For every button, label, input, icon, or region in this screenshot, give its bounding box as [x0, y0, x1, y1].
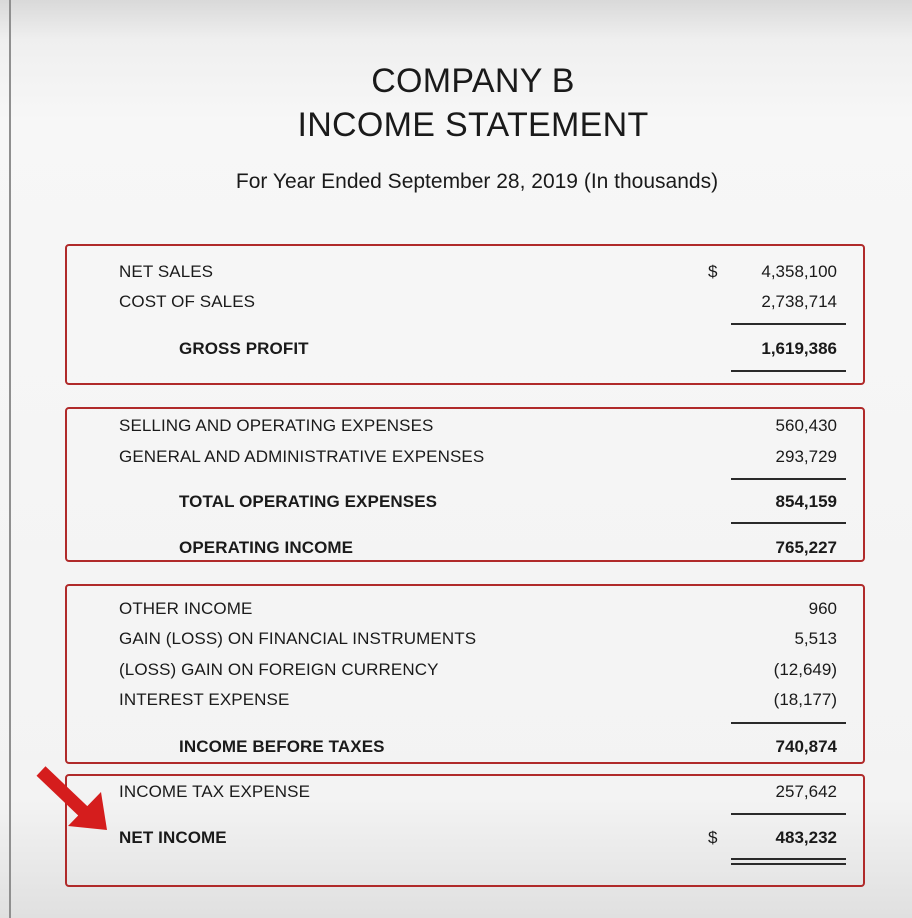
net-income-label: NET INCOME	[119, 828, 227, 847]
operating-income-label: OPERATING INCOME	[179, 538, 354, 557]
dollar-sign: $	[708, 828, 718, 847]
subtotal-rule	[731, 323, 846, 325]
other-income-row	[67, 599, 863, 623]
selling-expenses-value: 560,430	[775, 416, 837, 435]
statement-period: For Year Ended September 28, 2019 (In thousands)	[235, 170, 719, 193]
net-income-section	[65, 774, 865, 887]
operating-income-value: 765,227	[775, 538, 837, 557]
company-name: COMPANY B	[371, 62, 575, 100]
net-income-row	[67, 828, 863, 852]
foreign-currency-label: (LOSS) GAIN ON FOREIGN CURRENCY	[119, 660, 439, 679]
total-operating-expenses-value: 854,159	[775, 492, 837, 511]
gross-profit-value: 1,619,386	[761, 339, 837, 358]
subtotal-rule	[731, 722, 846, 724]
selling-expenses-row	[67, 416, 863, 440]
subtotal-rule	[731, 813, 846, 815]
foreign-currency-row	[67, 660, 863, 684]
interest-expense-label: INTEREST EXPENSE	[119, 690, 290, 709]
total-operating-expenses-label: TOTAL OPERATING EXPENSES	[179, 492, 438, 511]
total-rule	[731, 370, 846, 372]
subtotal-rule	[731, 478, 846, 480]
selling-expenses-label: SELLING AND OPERATING EXPENSES	[119, 416, 434, 435]
financial-instruments-value: 5,513	[794, 629, 837, 648]
other-income-section	[65, 584, 865, 764]
operating-section	[65, 407, 865, 562]
other-income-value: 960	[808, 599, 837, 618]
operating-income-row	[67, 538, 863, 562]
income-tax-row	[67, 782, 863, 806]
interest-expense-row	[67, 690, 863, 714]
net-income-value: 483,232	[775, 828, 837, 847]
general-expenses-row	[67, 447, 863, 471]
net-sales-row	[67, 262, 863, 286]
other-income-label: OTHER INCOME	[119, 599, 253, 618]
general-expenses-value: 293,729	[775, 447, 837, 466]
income-before-taxes-row	[67, 737, 863, 761]
double-rule-top	[731, 858, 846, 860]
net-sales-value: 4,358,100	[761, 262, 837, 281]
double-rule-bottom	[731, 863, 846, 865]
interest-expense-value: (18,177)	[773, 690, 837, 709]
foreign-currency-value: (12,649)	[773, 660, 837, 679]
financial-instruments-label: GAIN (LOSS) ON FINANCIAL INSTRUMENTS	[119, 629, 477, 648]
gross-profit-label: GROSS PROFIT	[179, 339, 309, 358]
general-expenses-label: GENERAL AND ADMINISTRATIVE EXPENSES	[119, 447, 485, 466]
cost-of-sales-label: COST OF SALES	[119, 292, 256, 311]
gross-profit-section	[65, 244, 865, 385]
subtotal-rule	[731, 522, 846, 524]
net-sales-label: NET SALES	[119, 262, 214, 281]
cost-of-sales-value: 2,738,714	[761, 292, 837, 311]
income-tax-label: INCOME TAX EXPENSE	[119, 782, 311, 801]
income-before-taxes-value: 740,874	[775, 737, 837, 756]
gross-profit-row	[67, 339, 863, 363]
cost-of-sales-row	[67, 292, 863, 316]
total-operating-expenses-row	[67, 492, 863, 516]
red-arrow-icon	[32, 760, 112, 834]
dollar-sign: $	[708, 262, 718, 281]
statement-title: INCOME STATEMENT	[297, 106, 649, 144]
income-tax-value: 257,642	[775, 782, 837, 801]
income-before-taxes-label: INCOME BEFORE TAXES	[179, 737, 385, 756]
financial-instruments-row	[67, 629, 863, 653]
